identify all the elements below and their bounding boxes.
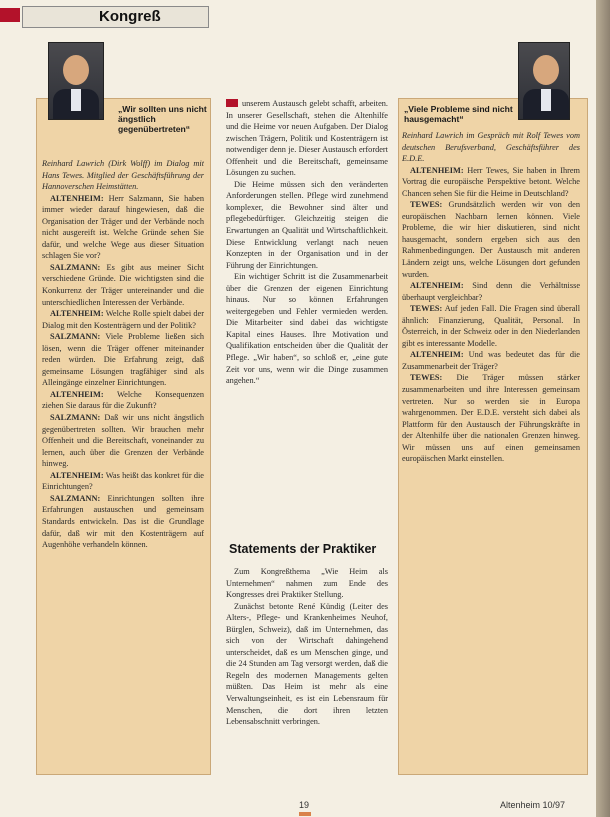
article-start-marker [226, 99, 238, 107]
speaker-text: Viele Probleme ließen sich lösen, wenn die Träger offener miteinander reden würden. Die Erfahrung zeigt, daß gemeinsame Lösungen tragfähiger sind als Alleingänge einzelner Einrichtungen. [42, 332, 204, 388]
speaker-label: ALTENHEIM: [50, 389, 104, 399]
interview-paragraph [42, 412, 204, 470]
speaker-text: Daß wir uns nicht ängstlich gegenübertreten sollten. Wir brauchen mehr Offenheit und die Bereitschaft, voneinander zu lernen, auch über die Grenzen der Verbände hinweg. [42, 413, 204, 469]
speaker-label: ALTENHEIM: [410, 165, 464, 175]
speaker-label: ALTENHEIM: [50, 309, 104, 319]
page-spine-edge [596, 0, 610, 817]
interview-paragraph [42, 493, 204, 551]
speaker-label: SALZMANN: [50, 413, 101, 423]
speaker-text: Einrichtungen sollten ihre Erfahrungen austauschen und gemeinsam Standards entwickeln. Das ist die Grundlage dafür, daß wir mit den Kostenträgern auf Augenhöhe verhandeln können. [42, 493, 204, 550]
interview-paragraph [42, 389, 204, 412]
speaker-text: Es gibt aus meiner Sicht verschiedene Gründe. Die wichtigsten sind die Konkurrenz der Träger untereinander und die unterschiedlichen Interessen der Verbände. [42, 262, 204, 307]
interview-paragraph [402, 165, 580, 200]
page-number-marker [299, 812, 311, 816]
right-interview-text [402, 130, 580, 768]
section-header [22, 6, 209, 28]
magazine-issue: Altenheim 10/97 [500, 800, 566, 810]
article-paragraph: Ein wichtiger Schritt ist die Zusammenarbeit über die Grenzen der eigenen Einrichtung hinaus. Nur so können Erfahrungen weitergegeben und Fehler vermieden werden. Die Mitarbeiter sind dabei das wichtigste Kapital eines Hauses. Ihre Motivation und Qualifikation entscheiden über die Qualität der Pflege. „Wir haben“, so schloß er, „eine gute Zeit vor uns, wenn wir die Dinge zusammen angehen.“ [226, 272, 388, 386]
left-pull-quote: „Wir sollten uns nicht ängstlich gegenübertreten“ [118, 104, 207, 134]
speaker-text: Grundsätzlich werden wir von den europäischen Nachbarn lernen können. Viele Probleme, die wir hier diskutieren, sind nicht hausgemacht, sondern ergeben sich aus den Rahmenbedingungen. Der Austausch mit anderen Ländern zeigt uns, welche Lösungen dort gefunden wurden. [402, 200, 580, 279]
interview-paragraph [42, 470, 204, 493]
speaker-label: ALTENHEIM: [50, 470, 104, 480]
middle-paragraph-0: unserem Austausch gelebt schafft, arbeiten. In unserer Gesellschaft, stehen die Altenhilfe und die Heime vor neuen Aufgaben. Der Dialog zwischen Trägern, Politik und Kostenträgern ist notwendiger denn je. Dieser Austausch erfordert Offenheit und die Bereitschaft, gemeinsame Lösungen zu suchen. [226, 99, 388, 178]
interview-paragraph [42, 262, 204, 308]
speaker-text: Welche Konsequenzen ziehen Sie daraus für die Zukunft? [42, 389, 204, 411]
speaker-label: ALTENHEIM: [50, 193, 104, 203]
article-paragraph: Zunächst betonte René Kündig (Leiter des Alters-, Pflege- und Krankenheimes Neuhof, Bürglen, Schweiz), daß im Unternehmen, das sich von der Wirtschaft dahingehend unterscheidet, daß es um Menschen ginge, und die 24 Stunden am Tag versorgt werden, daß die Regeln des modernen Managements gelten müßten. Das Heim ist mehr als eine Verwaltungseinheit, es ist ein Lebensraum für Menschen, die dort ihren letzten Lebensabschnitt verbringen. [226, 601, 388, 727]
speaker-label: TEWES: [410, 304, 443, 314]
interview-paragraph [42, 308, 204, 331]
section-header-title: Kongreß [99, 8, 161, 25]
interview-paragraph [402, 199, 580, 280]
speaker-text: Herr Salzmann, Sie haben immer wieder darauf hingewiesen, daß die Organisation der Träger und der Verbände noch nicht ausgereift ist. Welche Gründe sehen Sie dafür, und welche Wege aus dieser Situation schlagen Sie vor? [42, 193, 204, 261]
speaker-text: Was heißt das konkret für die Einrichtungen? [42, 470, 204, 492]
speaker-text: Herr Tewes, Sie haben in Ihrem Vortrag die europäische Perspektive betont. Welche Chancen sehen Sie für die Heime in Deutschland? [402, 165, 580, 198]
left-intro: Reinhard Lawrich (Dirk Wolff) im Dialog mit Hans Tewes. Mitglied der Geschäftsführung der Hannoverschen Heimstätten. [42, 159, 204, 192]
right-pull-quote: „Viele Probleme sind nicht hausgemacht“ [404, 104, 513, 124]
speaker-text: Sind denn die Verhältnisse überhaupt vergleichbar? [402, 281, 580, 302]
middle-section-text [226, 566, 388, 786]
speaker-text: Welche Rolle spielt dabei der Dialog mit den Kostenträgern und der Politik? [42, 309, 204, 330]
speaker-label: SALZMANN: [50, 262, 101, 272]
speaker-label: TEWES: [410, 373, 443, 383]
speaker-text: Und was bedeutet das für die Zusammenarbeit der Träger? [402, 350, 580, 371]
header-red-marker [0, 8, 20, 22]
speaker-label: ALTENHEIM: [410, 350, 464, 360]
right-intro: Reinhard Lawrich im Gespräch mit Rolf Tewes vom deutschen Berufsverband, Geschäftsführer des E.D.E. [402, 131, 580, 164]
interview-paragraph [42, 193, 204, 262]
section-heading: Statements der Praktiker [229, 542, 377, 556]
speaker-text: Die Träger müssen stärker zusammenarbeiten und ihre Interessen gemeinsam vertreten. Nur so werden sie in Europa wahrgenommen. Der E.D.E. versteht sich dabei als Plattform für den Austausch der Führungskräfte in der Altenhilfe über die nationalen Grenzen hinweg. Wir müssen uns auf einen gemeinsamen europäischen Markt einstellen. [402, 373, 580, 464]
portrait-photo-salzmann [48, 42, 104, 120]
page-number: 19 [299, 800, 310, 810]
speaker-label: SALZMANN: [50, 493, 101, 503]
speaker-label: SALZMANN: [50, 332, 101, 342]
interview-paragraph [42, 331, 204, 389]
article-paragraph: Die Heime müssen sich den veränderten Anforderungen stellen. Pflege wird zunehmend komplexer, die Bewohner sind älter und pflegebedürftiger. Gleichzeitig steigen die Erwartungen an Qualität und Wirtschaftlichkeit. Diese Entwicklung verlangt nach neuen Konzepten in der Organisation und in der Führung der Einrichtungen. [226, 179, 388, 270]
interview-paragraph [402, 349, 580, 372]
left-interview-text [42, 158, 204, 768]
middle-article-text [226, 98, 388, 530]
speaker-label: TEWES: [410, 200, 443, 210]
speaker-text: Auf jeden Fall. Die Fragen sind überall ähnlich: Finanzierung, Qualität, Personal. In Österreich, in der Schweiz oder in den Niederlanden gibt es interessante Modelle. [402, 304, 580, 348]
interview-paragraph [402, 280, 580, 303]
article-paragraph: Zum Kongreßthema „Wie Heim als Unternehmen“ nahmen zum Ende des Kongresses drei Praktiker Stellung. [226, 567, 388, 600]
interview-paragraph [402, 372, 580, 464]
portrait-photo-tewes [518, 42, 570, 120]
speaker-label: ALTENHEIM: [410, 281, 464, 291]
interview-paragraph [402, 303, 580, 349]
